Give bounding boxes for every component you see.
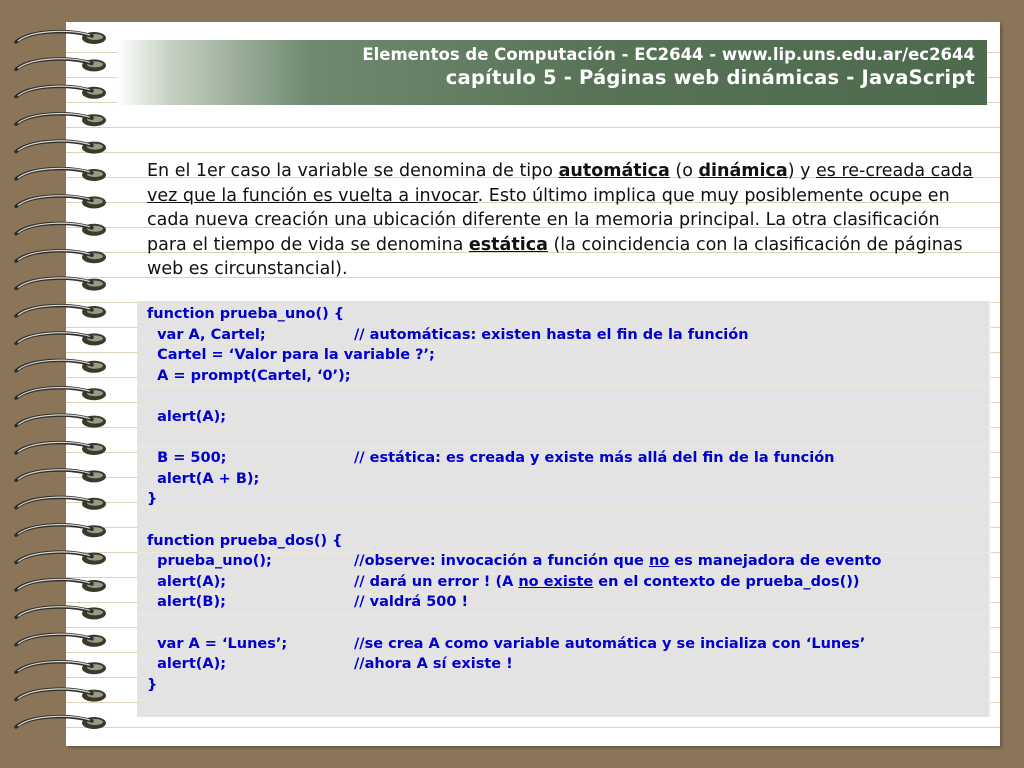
binding-ring — [16, 305, 106, 318]
code-line — [147, 407, 987, 428]
spiral-binding — [0, 0, 120, 768]
code-line-blank — [147, 510, 987, 531]
code-text: prueba_uno(); — [147, 553, 272, 570]
code-text: alert(B); — [147, 594, 226, 611]
code-line — [147, 366, 987, 387]
binding-ring — [16, 31, 106, 44]
code-line — [147, 325, 987, 346]
code-text: function prueba_uno() { — [147, 306, 345, 322]
binding-ring — [16, 607, 106, 620]
code-line — [147, 654, 987, 675]
explanation-paragraph — [147, 159, 977, 282]
code-line — [147, 531, 987, 552]
code-line — [147, 448, 987, 469]
binding-ring — [16, 278, 106, 291]
paragraph-text: En el 1er caso la variable se denomina de tipo — [147, 161, 559, 181]
code-line — [147, 634, 987, 655]
slide-header — [117, 40, 987, 105]
code-text: alert(A); — [147, 656, 227, 673]
paragraph-text: (la coincidencia con la clasificación de páginas web es circunstancial). — [147, 234, 963, 279]
code-text: function prueba_dos() { — [147, 532, 343, 549]
code-line — [147, 489, 987, 510]
binding-ring — [16, 662, 106, 675]
binding-ring — [16, 497, 106, 510]
code-line — [147, 469, 987, 490]
binding-ring — [16, 360, 106, 373]
comment-part: es manejadora de evento — [669, 553, 882, 570]
code-line-blank — [147, 613, 987, 634]
code-comment — [354, 551, 882, 572]
code-text: alert(A); — [147, 573, 227, 590]
code-line — [147, 304, 987, 325]
code-line — [147, 675, 987, 696]
course-title: Elementos de Computación - EC2644 - www.lip.uns.edu.ar/ec2644 — [362, 45, 975, 64]
binding-ring — [16, 470, 106, 483]
binding-ring — [16, 634, 106, 647]
code-comment: // estática: es creada y existe más allá del fin de la función — [354, 450, 835, 467]
binding-ring — [16, 114, 106, 127]
recreated-phrase: es re-creada cada vez que la función es vuelta a invocar — [147, 161, 973, 206]
code-block — [147, 304, 987, 695]
binding-ring — [16, 388, 106, 401]
binding-ring — [16, 86, 106, 99]
binding-ring — [16, 716, 106, 729]
comment-part: // dará un error ! (A — [354, 573, 519, 590]
binding-ring — [16, 59, 106, 72]
code-text: B = 500; — [147, 450, 227, 467]
code-comment: // valdrá 500 ! — [354, 594, 469, 611]
code-text: } — [147, 676, 158, 693]
code-comment — [354, 572, 860, 593]
term-automatica: automática — [558, 161, 670, 181]
paragraph-text: ) y — [787, 161, 817, 181]
code-line — [147, 572, 987, 593]
binding-ring — [16, 579, 106, 592]
paragraph-text: . Esto último implica que muy posiblemente ocupe en cada nueva creación una ubicación diferente en la memoria principal. La otra clasificación para el tiempo de vida se denomina — [147, 185, 950, 255]
comment-part: en el contexto de prueba_dos()) — [593, 573, 860, 590]
term-dinamica: dinámica — [698, 161, 788, 181]
term-estatica: estática — [468, 234, 548, 255]
comment-part: //observe: invocación a función que — [354, 553, 649, 570]
code-line-blank — [147, 386, 987, 407]
code-text: alert(A); — [147, 408, 227, 425]
code-text: var A = ‘Lunes’; — [147, 635, 288, 652]
code-text: var A, Cartel; — [147, 326, 266, 343]
binding-ring — [16, 223, 106, 236]
code-comment: //se crea A como variable automática y se incializa con ‘Lunes’ — [354, 635, 866, 652]
binding-ring — [16, 196, 106, 209]
code-line — [147, 551, 987, 572]
code-comment: //ahora A sí existe ! — [354, 656, 513, 673]
binding-ring — [16, 333, 106, 346]
chapter-title: capítulo 5 - Páginas web dinámicas - JavaScript — [445, 66, 975, 89]
binding-ring — [16, 141, 106, 154]
binding-ring — [16, 415, 106, 428]
code-text: alert(A + B); — [147, 470, 260, 487]
binding-ring — [16, 168, 106, 181]
binding-ring — [16, 442, 106, 455]
binding-ring — [16, 552, 106, 565]
comment-underlined: no existe — [518, 573, 594, 590]
code-text: A = prompt(Cartel, ‘0’); — [147, 367, 351, 384]
paragraph-text: (o — [669, 161, 699, 181]
code-comment: // automáticas: existen hasta el fin de la función — [354, 326, 749, 343]
binding-ring — [16, 525, 106, 538]
code-line-blank — [147, 428, 987, 449]
code-line — [147, 345, 987, 366]
code-text: Cartel = ‘Valor para la variable ?’; — [147, 347, 435, 364]
code-line — [147, 592, 987, 613]
binding-ring — [16, 689, 106, 702]
binding-ring — [16, 251, 106, 264]
comment-underlined: no — [648, 553, 670, 570]
code-text: } — [147, 491, 158, 508]
